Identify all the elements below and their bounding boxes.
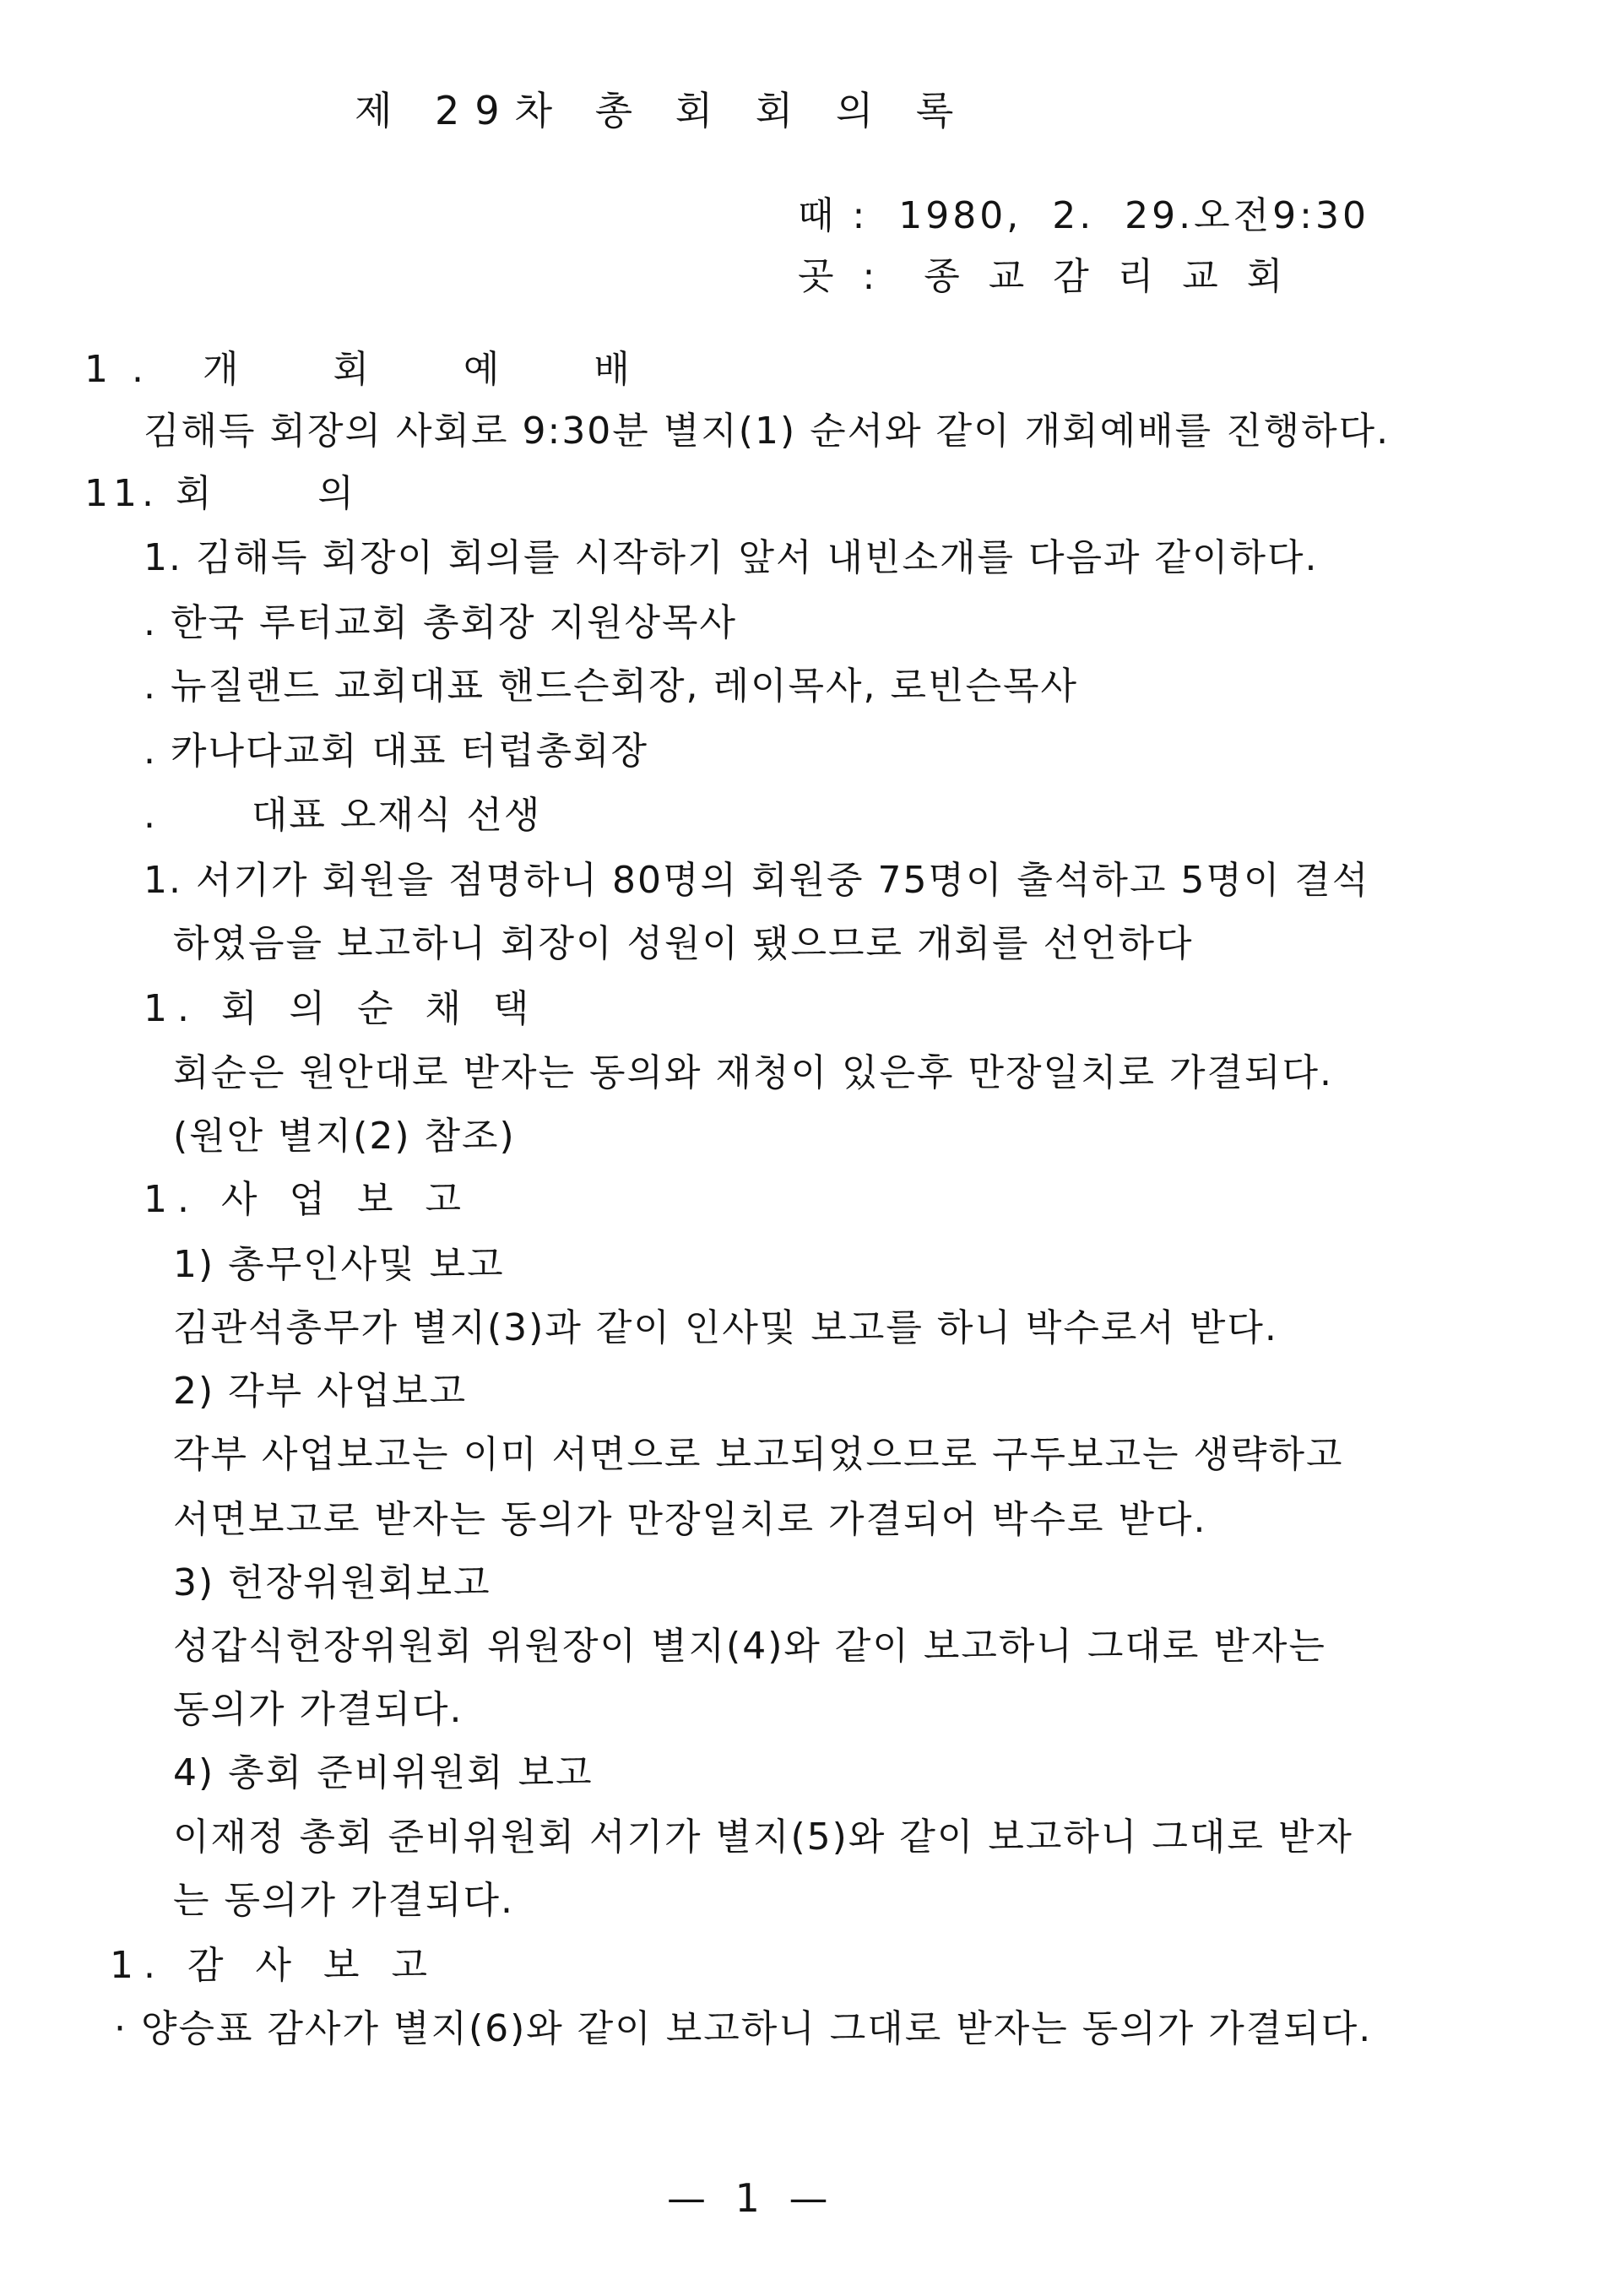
subsection-charter-report: 3) 헌장위원회보고 <box>173 1561 491 1604</box>
line-department-report-cont: 서면보고로 받자는 동의가 만장일치로 가결되어 박수로 받다. <box>173 1498 1207 1541</box>
line-agenda-detail: 회순은 원안대로 받자는 동의와 재청이 있은후 만장일치로 가결되다. <box>173 1051 1333 1094</box>
meeting-place: 곳 : 종 교 감 리 교 회 <box>798 255 1292 298</box>
guest-item: . 대표 오재식 선생 <box>144 794 542 837</box>
line-charter-report-detail: 성갑식헌장위원회 위원장이 별지(4)와 같이 보고하니 그대로 받자는 <box>173 1625 1326 1668</box>
line-guest-intro: 1. 김해득 회장이 회의를 시작하기 앞서 내빈소개를 다음과 같이하다. <box>144 536 1319 579</box>
line-roll-call-cont: 하였음을 보고하니 회장이 성원이 됐으므로 개회를 선언하다 <box>173 922 1194 965</box>
line-agenda-heading: 1. 회 의 순 채 택 <box>144 987 539 1030</box>
line-department-report-detail: 각부 사업보고는 이미 서면으로 보고되었으므로 구두보고는 생략하고 <box>173 1433 1344 1476</box>
line-assembly-prep-detail: 이재정 총회 준비위원회 서기가 별지(5)와 같이 보고하니 그대로 받자 <box>173 1816 1353 1859</box>
line-roll-call: 1. 서기가 회원을 점명하니 80명의 회원중 75명이 출석하고 5명이 결석 <box>144 859 1370 902</box>
section-business-report: 1. 사 업 보 고 <box>144 1178 471 1221</box>
subsection-general-secretary: 1) 총무인사및 보고 <box>173 1243 505 1286</box>
line-general-secretary-detail: 김관석총무가 별지(3)과 같이 인사및 보고를 하니 박수로서 받다. <box>173 1306 1278 1349</box>
section-audit-report: 1. 감 사 보 고 <box>110 1944 437 1987</box>
line-charter-report-cont: 동의가 가결되다. <box>173 1688 464 1731</box>
guest-item: . 한국 루터교회 총회장 지원상목사 <box>144 601 737 644</box>
subsection-department-report: 2) 각부 사업보고 <box>173 1370 468 1413</box>
line-audit-report-detail: · 양승표 감사가 별지(6)와 같이 보고하니 그대로 받자는 동의가 가결되다. <box>114 2007 1373 2050</box>
subsection-assembly-prep-report: 4) 총회 준비위원회 보고 <box>173 1751 594 1794</box>
guest-item: . 뉴질랜드 교회대표 핸드슨회장, 레이목사, 로빈슨목사 <box>144 665 1078 708</box>
line-agenda-note: (원안 별지(2) 참조) <box>173 1115 516 1158</box>
line-opening-worship-detail: 김해득 회장의 사회로 9:30분 별지(1) 순서와 같이 개회예배를 진행하다. <box>144 410 1391 453</box>
line-assembly-prep-cont: 는 동의가 가결되다. <box>173 1879 514 1922</box>
document-title: 제 29차 총 회 회 의 록 <box>355 88 969 133</box>
section-opening-worship: 1. 개 회 예 배 <box>84 348 653 391</box>
guest-item: . 카나다교회 대표 터럽총회장 <box>144 730 648 773</box>
meeting-time: 때 : 1980, 2. 29.오전9:30 <box>798 194 1369 237</box>
page-number: — 1 — <box>667 2175 837 2221</box>
section-meeting: 11. 회 의 <box>84 472 359 515</box>
